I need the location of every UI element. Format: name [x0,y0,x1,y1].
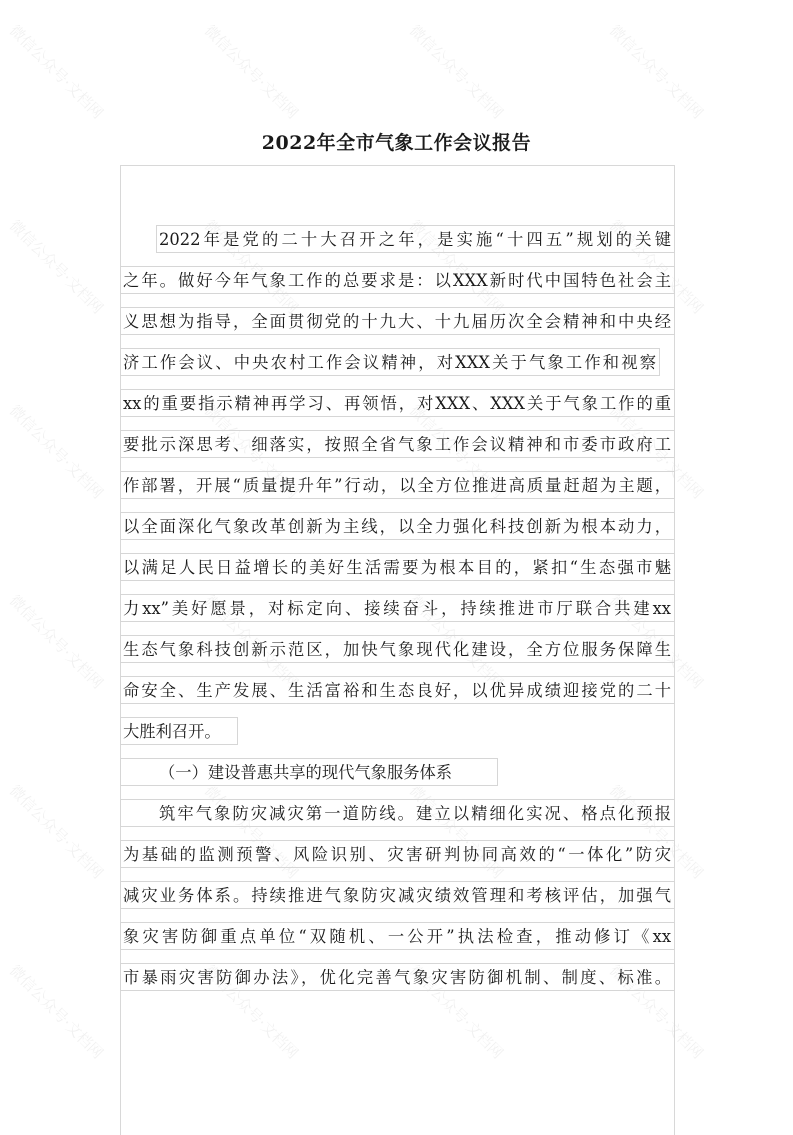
paragraph-line: 作部署，开展“质量提升年”行动，以全方位推进高质量赶超为主题， [120,471,675,499]
watermark: 微信公众号·文档网 [405,591,507,693]
paragraph-line: 之年。做好今年气象工作的总要求是：以XXX新时代中国特色社会主 [120,266,675,294]
watermark: 微信公众号·文档网 [5,781,107,883]
watermark: 微信公众号·文档网 [200,781,302,883]
watermark: 微信公众号·文档网 [5,401,107,503]
paragraph-line: 象灾害防御重点单位“双随机、一公开”执法检查，推动修订《xx [120,922,675,950]
watermark: 微信公众号·文档网 [405,781,507,883]
watermark: 微信公众号·文档网 [5,21,107,123]
watermark: 微信公众号·文档网 [5,591,107,693]
watermark: 微信公众号·文档网 [200,591,302,693]
watermark: 微信公众号·文档网 [405,401,507,503]
paragraph-line: 以满足人民日益增长的美好生活需要为根本目的，紧扣“生态强市魅 [120,553,675,581]
watermark: 微信公众号·文档网 [605,21,707,123]
watermark: 微信公众号·文档网 [605,591,707,693]
document-title: 2022年全市气象工作会议报告 [261,132,532,154]
watermark: 微信公众号·文档网 [605,961,707,1063]
paragraph-line: 生态气象科技创新示范区，加快气象现代化建设，全方位服务保障生 [120,635,675,663]
watermark: 微信公众号·文档网 [200,961,302,1063]
section-heading: （一）建设普惠共享的现代气象服务体系 [120,758,498,786]
watermark: 微信公众号·文档网 [405,216,507,318]
paragraph-line: 筑牢气象防灾减灾第一道防线。建立以精细化实况、格点化预报 [120,799,675,827]
watermark: 微信公众号·文档网 [605,401,707,503]
watermark: 微信公众号·文档网 [200,21,302,123]
paragraph-line: xx的重要指示精神再学习、再领悟，对XXX、XXX关于气象工作的重 [120,389,675,417]
paragraph-line: 命安全、生产发展、生活富裕和生态良好，以优异成绩迎接党的二十 [120,676,675,704]
paragraph-line: 2022年是党的二十大召开之年，是实施“十四五”规划的关键 [156,225,675,253]
watermark: 微信公众号·文档网 [5,216,107,318]
paragraph-line: 以全面深化气象改革创新为主线，以全力强化科技创新为根本动力， [120,512,675,540]
watermark: 微信公众号·文档网 [200,401,302,503]
watermark: 微信公众号·文档网 [405,21,507,123]
paragraph-line: 义思想为指导，全面贯彻党的十九大、十九届历次全会精神和中央经 [120,307,675,335]
paragraph-line: 减灾业务体系。持续推进气象防灾减灾绩效管理和考核评估，加强气 [120,881,675,909]
paragraph-line: 为基础的监测预警、风险识别、灾害研判协同高效的“一体化”防灾 [120,840,675,868]
watermark: 微信公众号·文档网 [405,961,507,1063]
paragraph-line: 力xx”美好愿景，对标定向、接续奋斗，持续推进市厅联合共建xx [120,594,675,622]
paragraph-line: 市暴雨灾害防御办法》，优化完善气象灾害防御机制、制度、标准。 [120,963,675,991]
watermark: 微信公众号·文档网 [5,961,107,1063]
watermark: 微信公众号·文档网 [605,216,707,318]
paragraph-line: 济工作会议、中央农村工作会议精神，对XXX关于气象工作和视察 [120,348,660,376]
paragraph-line: 要批示深思考、细落实，按照全省气象工作会议精神和市委市政府工 [120,430,675,458]
watermark: 微信公众号·文档网 [605,781,707,883]
watermark: 微信公众号·文档网 [200,216,302,318]
paragraph-line: 大胜利召开。 [120,717,238,745]
